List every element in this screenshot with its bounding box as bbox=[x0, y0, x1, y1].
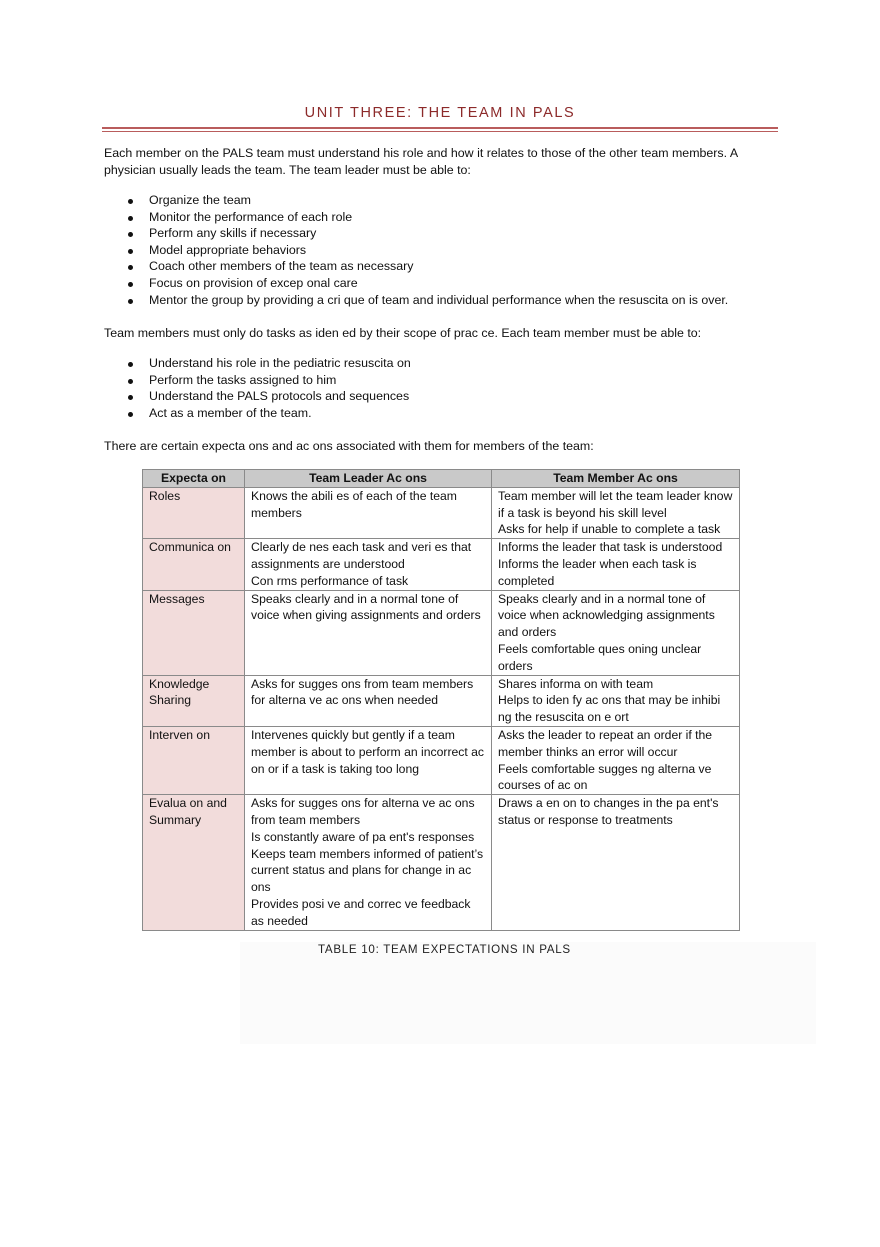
row-label: Interven on bbox=[143, 726, 245, 794]
cell-line: Draws a en on to changes in the pa ent's status or response to treatments bbox=[498, 796, 719, 827]
table-row bbox=[143, 795, 740, 930]
table-row bbox=[143, 590, 740, 675]
table-caption: TABLE 10: TEAM EXPECTATIONS IN PALS bbox=[318, 943, 571, 956]
cell-line: Informs the leader when each task is completed bbox=[498, 556, 697, 588]
leader-cell bbox=[245, 487, 492, 538]
table-row bbox=[143, 675, 740, 726]
cell-line: Shares informa on with team bbox=[498, 676, 654, 691]
member-cell bbox=[492, 675, 740, 726]
caption-background bbox=[240, 942, 816, 1044]
list-item: Monitor the performance of each role bbox=[104, 209, 764, 226]
leader-cell bbox=[245, 795, 492, 930]
table-row bbox=[143, 726, 740, 794]
cell-line: Feels comfortable sugges ng alterna ve courses of ac on bbox=[498, 761, 712, 793]
members-intro-paragraph: Team members must only do tasks as iden ed by their scope of prac ce. Each team member must be able to: bbox=[104, 326, 702, 340]
expectations-table bbox=[142, 469, 740, 931]
cell-line: Asks the leader to repeat an order if the member thinks an error will occur bbox=[498, 727, 713, 759]
table-header-row bbox=[143, 470, 740, 488]
row-label: Knowledge Sharing bbox=[143, 675, 245, 726]
leader-cell bbox=[245, 590, 492, 675]
cell-line: Team member will let the team leader know if a task is beyond his skill level bbox=[498, 488, 733, 520]
cell-line: Con rms performance of task bbox=[251, 573, 409, 588]
cell-line: Keeps team members informed of patient’s current status and plans for change in ac ons bbox=[251, 846, 484, 895]
leader-cell bbox=[245, 726, 492, 794]
table-intro-paragraph: There are certain expecta ons and ac ons associated with them for members of the team: bbox=[104, 439, 594, 453]
cell-line: Asks for help if unable to complete a task bbox=[498, 522, 721, 537]
page-title: UNIT THREE: THE TEAM IN PALS bbox=[304, 105, 576, 121]
cell-line: Feels comfortable ques oning unclear orders bbox=[498, 641, 702, 673]
leader-cell bbox=[245, 675, 492, 726]
list-item: Focus on provision of excep onal care bbox=[104, 275, 764, 292]
title-rule-thin bbox=[102, 131, 778, 132]
header-leader-actions: Team Leader Ac ons bbox=[245, 470, 492, 488]
cell-line: Is constantly aware of pa ent's responses bbox=[251, 829, 475, 844]
list-item: Coach other members of the team as necessary bbox=[104, 258, 764, 275]
row-label: Communica on bbox=[143, 539, 245, 590]
cell-line: Speaks clearly and in a normal tone of voice when giving assignments and orders bbox=[251, 591, 481, 623]
cell-line: Knows the abili es of each of the team members bbox=[251, 488, 457, 520]
member-cell bbox=[492, 795, 740, 930]
cell-line: Informs the leader that task is understood bbox=[498, 540, 723, 555]
list-item: Mentor the group by providing a cri que of team and individual performance when the resuscita on is over. bbox=[104, 292, 764, 309]
cell-line: Asks for sugges ons for alterna ve ac ons from team members bbox=[251, 796, 475, 827]
cell-line: Speaks clearly and in a normal tone of voice when acknowledging assignments and orders bbox=[498, 591, 715, 640]
row-label: Roles bbox=[143, 487, 245, 538]
table-row bbox=[143, 539, 740, 590]
leader-skills-list bbox=[104, 192, 764, 308]
list-item: Perform the tasks assigned to him bbox=[104, 372, 764, 389]
table-row bbox=[143, 487, 740, 538]
row-label: Messages bbox=[143, 590, 245, 675]
cell-line: Intervenes quickly but gently if a team member is about to perform an incorrect ac on or if a task is taking too long bbox=[251, 727, 485, 776]
title-rule-thick bbox=[102, 127, 778, 129]
cell-line: Provides posi ve and correc ve feedback as needed bbox=[251, 896, 471, 928]
intro-paragraph: Each member on the PALS team must understand his role and how it relates to those of the other team members. A physician usually leads the team. The team leader must be able to: bbox=[104, 146, 738, 177]
list-item: Understand his role in the pediatric resuscita on bbox=[104, 355, 764, 372]
member-cell bbox=[492, 487, 740, 538]
list-item: Perform any skills if necessary bbox=[104, 225, 764, 242]
cell-line: Asks for sugges ons from team members for alterna ve ac ons when needed bbox=[251, 676, 474, 708]
list-item: Model appropriate behaviors bbox=[104, 242, 764, 259]
list-item: Act as a member of the team. bbox=[104, 405, 764, 422]
leader-cell bbox=[245, 539, 492, 590]
row-label: Evalua on and Summary bbox=[143, 795, 245, 930]
header-expectation: Expecta on bbox=[143, 470, 245, 488]
member-cell bbox=[492, 726, 740, 794]
list-item: Organize the team bbox=[104, 192, 764, 209]
member-cell bbox=[492, 539, 740, 590]
list-item: Understand the PALS protocols and sequences bbox=[104, 388, 764, 405]
member-cell bbox=[492, 590, 740, 675]
cell-line: Clearly de nes each task and veri es that assignments are understood bbox=[251, 540, 472, 571]
member-skills-list bbox=[104, 355, 764, 421]
cell-line: Helps to iden fy ac ons that may be inhibi ng the resuscita on e ort bbox=[498, 693, 721, 725]
header-member-actions: Team Member Ac ons bbox=[492, 470, 740, 488]
